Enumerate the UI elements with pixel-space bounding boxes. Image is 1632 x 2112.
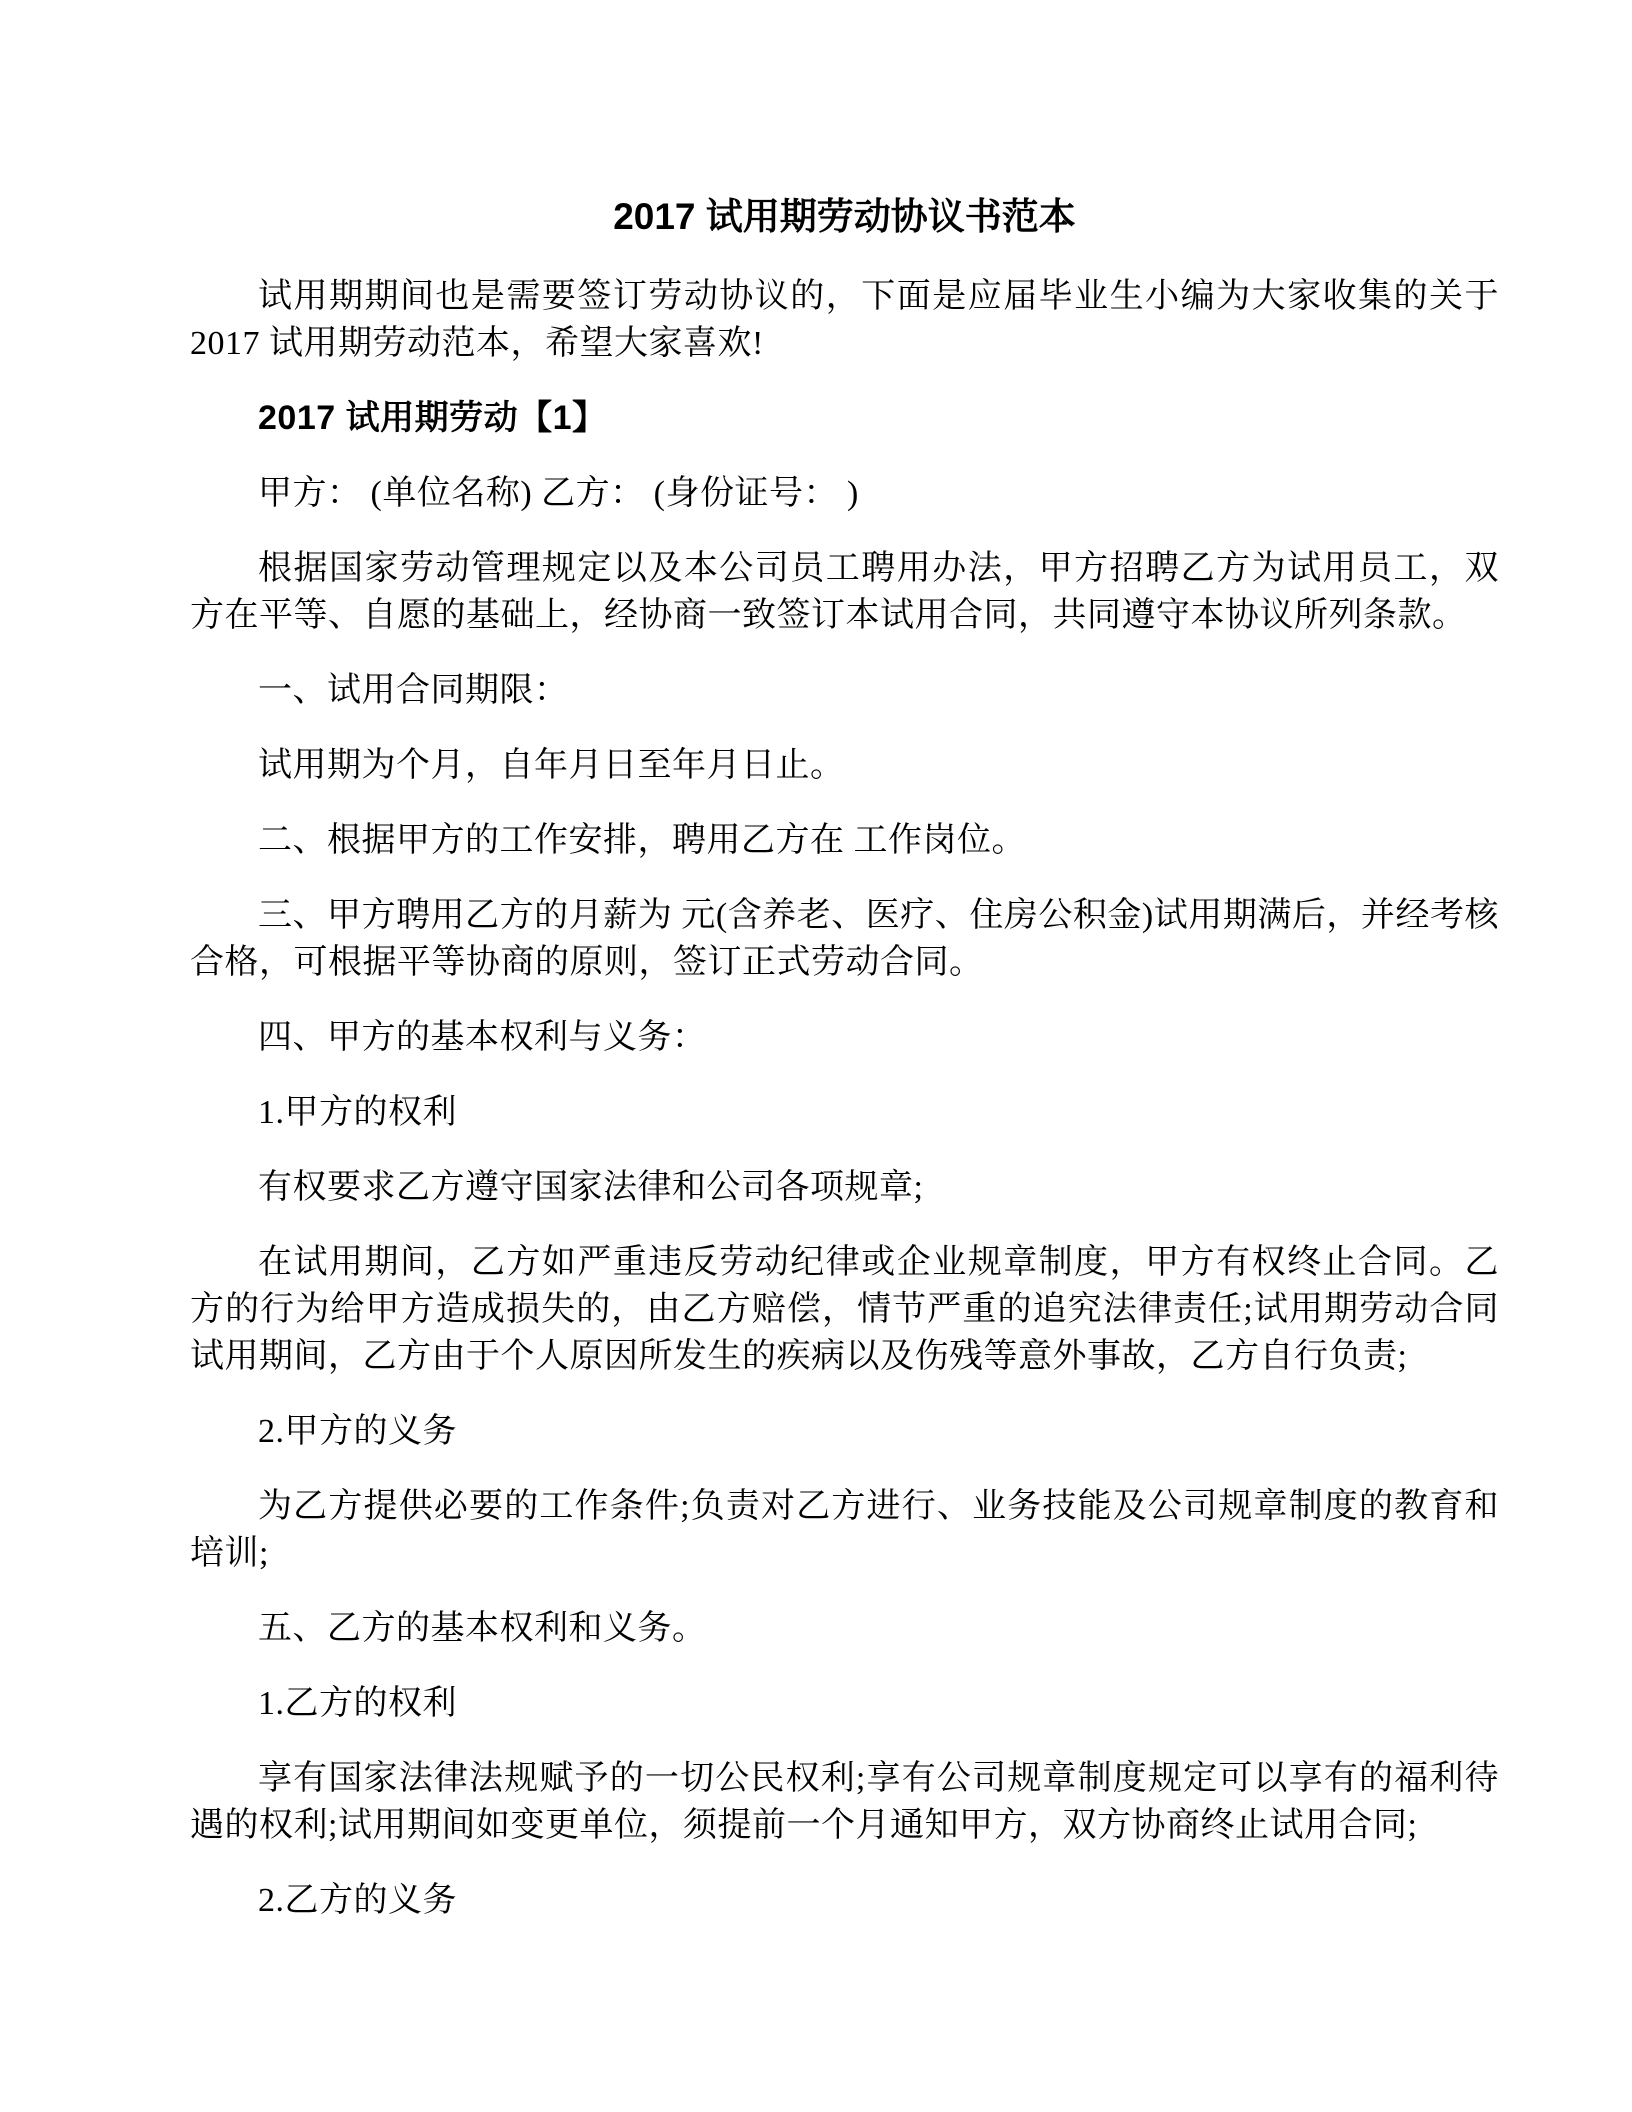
paragraph: 一、试用合同期限： [258, 672, 569, 709]
paragraph: 甲方： (单位名称) 乙方： (身份证号： ) [258, 475, 859, 512]
paragraph: 四、甲方的基本权利与义务： [258, 1019, 707, 1056]
paragraph: 1.乙方的权利 [258, 1685, 457, 1722]
paragraph: 在试用期间，乙方如严重违反劳动纪律或企业规章制度，甲方有权终止合同。乙方的行为给甲方造成损失的，由乙方赔偿，情节严重的追究法律责任;试用期劳动合同试用期间，乙方由于个人原因所发生的疾病以及伤残等意外事故，乙方自行负责; [190, 1244, 1499, 1375]
paragraph: 二、根据甲方的工作安排，聘用乙方在 工作岗位。 [258, 822, 1026, 859]
paragraph: 2.乙方的义务 [258, 1882, 457, 1919]
paragraph: 为乙方提供必要的工作条件;负责对乙方进行、业务技能及公司规章制度的教育和培训; [190, 1488, 1499, 1572]
paragraph: 根据国家劳动管理规定以及本公司员工聘用办法，甲方招聘乙方为试用员工，双方在平等、自愿的基础上，经协商一致签订本试用合同，共同遵守本协议所列条款。 [190, 550, 1499, 634]
paragraph: 试用期期间也是需要签订劳动协议的，下面是应届毕业生小编为大家收集的关于2017 试用期劳动范本，希望大家喜欢! [190, 278, 1499, 362]
paragraph: 试用期为个月，自年月日至年月日止。 [258, 747, 845, 784]
document-body [190, 273, 1499, 1924]
paragraph: 五、乙方的基本权利和义务。 [258, 1610, 707, 1647]
paragraph: 三、甲方聘用乙方的月薪为 元(含养老、医疗、住房公积金)试用期满后，并经考核合格，可根据平等协商的原则，签订正式劳动合同。 [190, 897, 1499, 981]
paragraph: 享有国家法律法规赋予的一切公民权利;享有公司规章制度规定可以享有的福利待遇的权利;试用期间如变更单位，须提前一个月通知甲方，双方协商终止试用合同; [190, 1760, 1499, 1844]
paragraph: 1.甲方的权利 [258, 1094, 457, 1131]
paragraph: 有权要求乙方遵守国家法律和公司各项规章; [258, 1169, 924, 1206]
section-heading: 2017 试用期劳动【1】 [258, 399, 607, 437]
document-title: 2017 试用期劳动协议书范本 [613, 196, 1076, 237]
paragraph: 2.甲方的义务 [258, 1413, 457, 1450]
